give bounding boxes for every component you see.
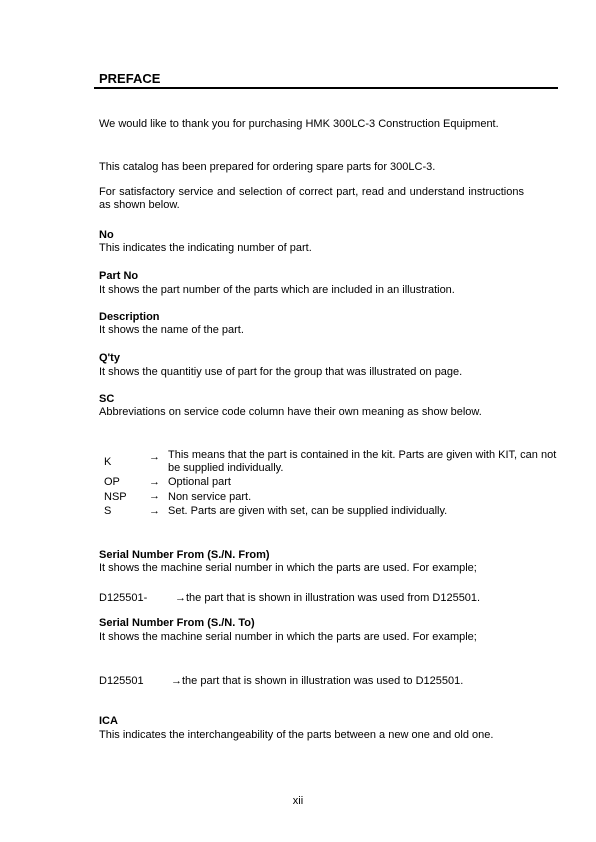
definition-text-no: This indicates the indicating number of part. bbox=[99, 242, 312, 254]
serial-to-text: It shows the machine serial number in which the parts are used. For example; bbox=[99, 631, 477, 643]
page-number: xii bbox=[292, 795, 304, 807]
definition-term-no: No bbox=[99, 229, 114, 241]
service-code-text: Set. Parts are given with set, can be supplied individually. bbox=[168, 505, 448, 517]
serial-from-term: Serial Number From (S./N. From) bbox=[99, 549, 270, 561]
heading-rule bbox=[94, 87, 558, 89]
definition-text-sc: Abbreviations on service code column have their own meaning as show below. bbox=[99, 406, 482, 418]
intro-paragraph: We would like to thank you for purchasing HMK 300LC-3 Construction Equipment. bbox=[99, 118, 499, 130]
definition-text-part-no: It shows the part number of the parts which are included in an illustration. bbox=[99, 284, 455, 296]
definition-term-description: Description bbox=[99, 311, 160, 323]
service-code-text: This means that the part is contained in the kit. Parts are given with KIT, can not be supplied individually. bbox=[168, 449, 557, 474]
definition-term-sc: SC bbox=[99, 393, 115, 405]
arrow-icon: → bbox=[149, 505, 160, 517]
intro-paragraph: This catalog has been prepared for ordering spare parts for 300LC-3. bbox=[99, 161, 436, 173]
serial-from-example-code: D125501- bbox=[99, 592, 148, 604]
arrow-icon: → bbox=[149, 476, 160, 488]
serial-to-example-code: D125501 bbox=[99, 675, 144, 687]
definition-term-part-no: Part No bbox=[99, 270, 139, 282]
service-code: NSP bbox=[104, 491, 127, 503]
intro-paragraph: For satisfactory service and selection of correct part, read and understand instructions as shown below. bbox=[99, 186, 524, 211]
arrow-icon: → bbox=[149, 490, 160, 502]
service-code: OP bbox=[104, 476, 120, 488]
ica-term: ICA bbox=[99, 715, 118, 727]
page-heading: PREFACE bbox=[99, 71, 161, 86]
serial-from-text: It shows the machine serial number in which the parts are used. For example; bbox=[99, 562, 477, 574]
service-code-text: Optional part bbox=[168, 476, 231, 488]
serial-to-term: Serial Number From (S./N. To) bbox=[99, 617, 255, 629]
service-code-text: Non service part. bbox=[168, 491, 252, 503]
definition-term-qty: Q'ty bbox=[99, 352, 120, 364]
service-code: S bbox=[104, 505, 112, 517]
serial-from-example-text: →the part that is shown in illustration was used from D125501. bbox=[175, 592, 481, 604]
service-code: K bbox=[104, 456, 112, 468]
definition-text-qty: It shows the quantitiy use of part for the group that was illustrated on page. bbox=[99, 366, 463, 378]
ica-text: This indicates the interchangeability of the parts between a new one and old one. bbox=[99, 729, 494, 741]
serial-to-example-text: →the part that is shown in illustration was used to D125501. bbox=[171, 675, 464, 687]
arrow-icon: → bbox=[149, 451, 160, 463]
definition-text-description: It shows the name of the part. bbox=[99, 324, 244, 336]
